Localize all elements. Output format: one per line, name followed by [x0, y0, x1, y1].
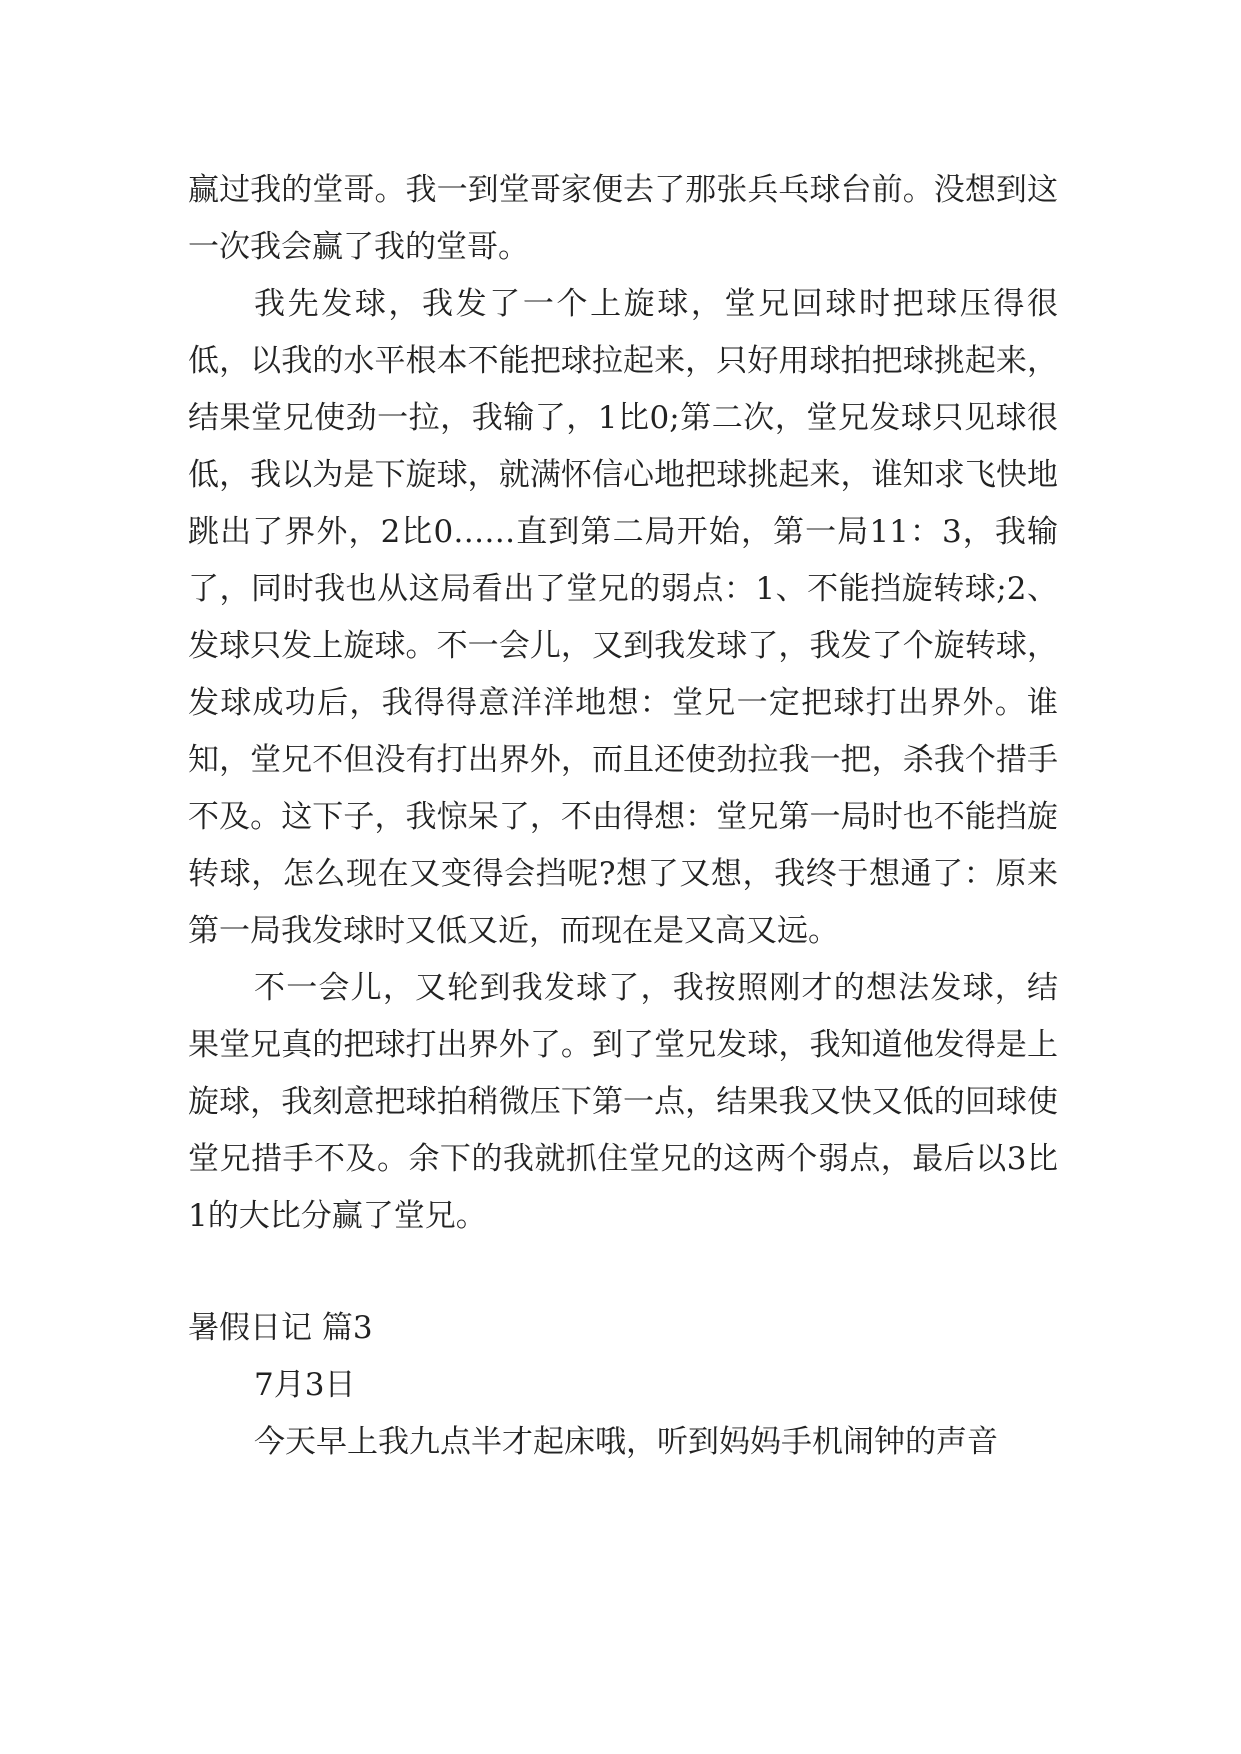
section-heading: 暑假日记 篇3: [188, 1310, 373, 1346]
paragraph-2: 我先发球，我发了一个上旋球，堂兄回球时把球压得很低，以我的水平根本不能把球拉起来，只好用球拍把球挑起来，结果堂兄使劲一拉，我输了，1比0;第二次，堂兄发球只见球很低，我以为是下旋球，就满怀信心地把球挑起来，谁知求飞快地跳出了界外，2比0……直到第二局开始，第一局11：3，我输了，同时我也从这局看出了堂兄的弱点：1、不能挡旋转球;2、发球只发上旋球。不一会儿，又到我发球了，我发了个旋转球，发球成功后，我得得意洋洋地想：堂兄一定把球打出界外。谁知，堂兄不但没有打出界外，而且还使劲拉我一把，杀我个措手不及。这下子，我惊呆了，不由得想：堂兄第一局时也不能挡旋转球，怎么现在又变得会挡呢?想了又想，我终于想通了：原来第一局我发球时又低又近，而现在是又高又远。: [188, 286, 1058, 949]
document-body: [188, 162, 1058, 1471]
paragraph-1: 赢过我的堂哥。我一到堂哥家便去了那张兵乓球台前。没想到这一次我会赢了我的堂哥。: [188, 172, 1058, 265]
section-spacer: [188, 1245, 1058, 1300]
date-line: 7月3日: [254, 1367, 356, 1403]
paragraph-4: 今天早上我九点半才起床哦，听到妈妈手机闹钟的声音: [254, 1424, 998, 1460]
paragraph-3: 不一会儿，又轮到我发球了，我按照刚才的想法发球，结果堂兄真的把球打出界外了。到了堂兄发球，我知道他发得是上旋球，我刻意把球拍稍微压下第一点，结果我又快又低的回球使堂兄措手不及。余下的我就抓住堂兄的这两个弱点，最后以3比1的大比分赢了堂兄。: [188, 970, 1058, 1234]
